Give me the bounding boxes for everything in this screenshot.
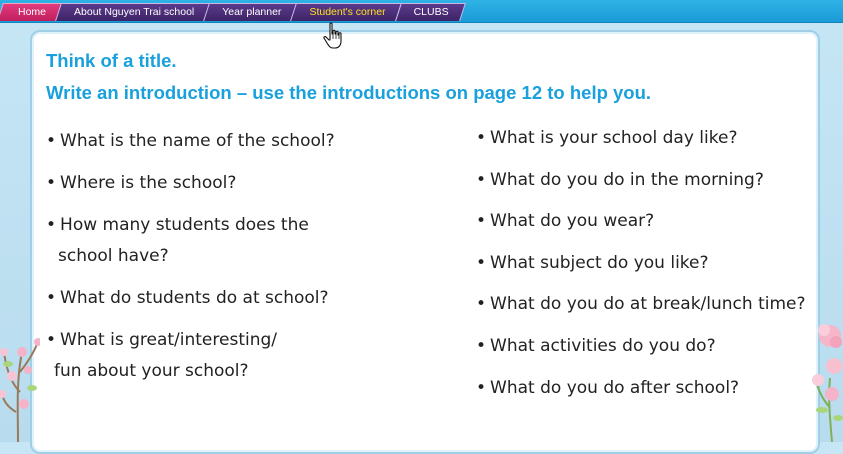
cherry-blossom-branch-left <box>0 312 40 442</box>
bullet: • <box>476 170 487 190</box>
question-text: What do you do in the morning? <box>490 170 764 190</box>
question-left-3-continued: school have? <box>58 246 169 266</box>
bullet: • <box>46 215 57 235</box>
question-right-4 <box>476 252 709 274</box>
question-right-7 <box>476 377 739 399</box>
question-right-1 <box>476 127 737 149</box>
bullet: • <box>476 128 487 148</box>
bullet: • <box>46 288 57 308</box>
top-navigation-bar <box>0 0 843 23</box>
tab-about-school[interactable] <box>58 3 208 21</box>
question-text: What activities do you do? <box>490 336 716 356</box>
question-text: How many students does the <box>60 215 309 235</box>
tab-year-planner[interactable] <box>206 3 295 21</box>
tab-home[interactable] <box>0 3 60 21</box>
tab-clubs[interactable] <box>398 3 463 21</box>
question-text: What do you do after school? <box>490 378 740 398</box>
question-text: What do you do at break/lunch time? <box>490 294 806 314</box>
question-right-6 <box>476 335 716 357</box>
bullet: • <box>46 131 57 151</box>
hand-pointer-icon <box>322 22 346 50</box>
question-text: Where is the school? <box>60 173 237 193</box>
bullet: • <box>476 294 487 314</box>
question-left-4 <box>46 287 329 309</box>
bullet: • <box>46 173 57 193</box>
question-right-3 <box>476 210 654 232</box>
question-text: What is your school day like? <box>490 128 738 148</box>
pink-flowers-right <box>810 318 843 442</box>
question-right-5 <box>476 293 806 315</box>
tab-students-corner[interactable] <box>293 3 399 21</box>
nav-tabs <box>0 3 461 21</box>
question-text: What do you wear? <box>490 211 655 231</box>
intro-instruction: Write an introduction – use the introductions on page 12 to help you. <box>46 82 652 103</box>
question-text: What is great/interesting/ <box>60 330 277 350</box>
bullet: • <box>476 211 487 231</box>
title-instruction: Think of a title. <box>46 50 177 71</box>
question-left-5 <box>46 329 277 351</box>
question-left-1 <box>46 130 335 152</box>
question-right-2 <box>476 169 764 191</box>
tab-students-corner-label: Student's corner <box>309 6 386 18</box>
bullet: • <box>476 253 487 273</box>
bullet: • <box>476 378 487 398</box>
question-text: What is the name of the school? <box>60 131 335 151</box>
tab-clubs-label: CLUBS <box>413 6 449 18</box>
question-text: What subject do you like? <box>490 253 709 273</box>
question-left-2 <box>46 172 236 194</box>
tab-about-school-label: About Nguyen Trai school <box>74 6 195 18</box>
question-text: What do students do at school? <box>60 288 329 308</box>
question-left-5-continued: fun about your school? <box>54 361 249 381</box>
question-left-3 <box>46 214 309 236</box>
tab-year-planner-label: Year planner <box>222 6 282 18</box>
bullet: • <box>476 336 487 356</box>
bullet: • <box>46 330 57 350</box>
tab-home-label: Home <box>18 6 47 18</box>
